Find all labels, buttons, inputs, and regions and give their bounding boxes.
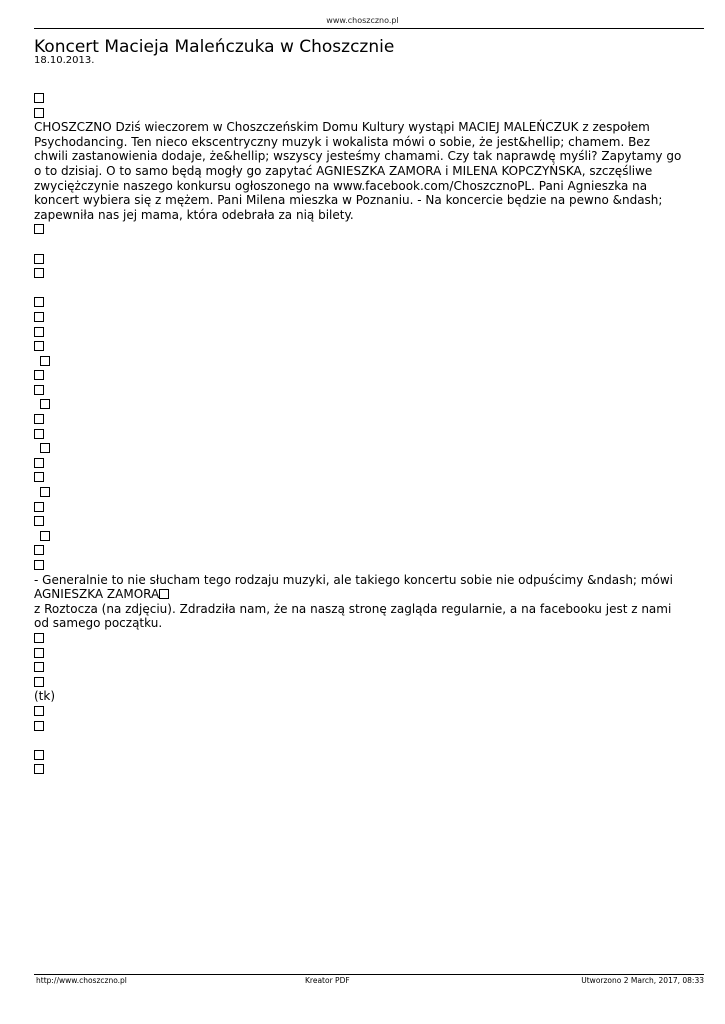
glyph-line [34, 339, 684, 354]
header-site: www.choszczno.pl [326, 16, 399, 25]
missing-glyph-icon [34, 633, 44, 643]
glyph-line [34, 266, 684, 281]
glyph-line [34, 631, 684, 646]
footer-created: Utworzono 2 March, 2017, 08:33 [581, 976, 704, 985]
missing-glyph-icon [40, 443, 50, 453]
missing-glyph-icon [34, 108, 44, 118]
glyph-line [34, 762, 684, 777]
footer-divider [34, 974, 704, 975]
glyph-line [34, 558, 684, 573]
glyph-line [34, 514, 684, 529]
glyph-line [34, 310, 684, 325]
missing-glyph-icon [34, 254, 44, 264]
glyph-line [34, 543, 684, 558]
glyph-line [34, 470, 684, 485]
missing-glyph-icon [34, 370, 44, 380]
article-date: 18.10.2013. [34, 55, 95, 66]
missing-glyph-icon [34, 312, 44, 322]
missing-glyph-icon [34, 764, 44, 774]
footer-url[interactable]: http://www.choszczno.pl [36, 976, 127, 985]
glyph-line [34, 412, 684, 427]
glyph-line [34, 441, 684, 456]
missing-glyph-icon [34, 93, 44, 103]
glyph-line [34, 252, 684, 267]
article-body [34, 91, 684, 777]
glyph-line [34, 427, 684, 442]
glyph-line [34, 354, 684, 369]
quote-text: - Generalnie to nie słucham tego rodzaju muzyki, ale takiego koncertu sobie nie odpuścimy &ndash; mówi AGNIESZKA ZAMORA [34, 572, 673, 602]
header-divider [34, 28, 704, 29]
glyph-line [34, 500, 684, 515]
missing-glyph-icon [34, 297, 44, 307]
missing-glyph-icon [34, 458, 44, 468]
glyph-line [34, 529, 684, 544]
missing-glyph-icon [34, 341, 44, 351]
glyph-line [34, 397, 684, 412]
footer-generator: Kreator PDF [305, 976, 350, 985]
paragraph-continuation: z Roztocza (na zdjęciu). Zdradziła nam, że na naszą stronę zagląda regularnie, a na facebooku jest z nami od samego początku. [34, 601, 672, 631]
missing-glyph-icon [40, 531, 50, 541]
glyph-line [34, 222, 684, 237]
glyph-line [34, 646, 684, 661]
missing-glyph-icon [34, 545, 44, 555]
glyph-line [34, 704, 684, 719]
missing-glyph-icon [34, 224, 44, 234]
glyph-line [34, 91, 684, 106]
missing-glyph-icon [34, 677, 44, 687]
missing-glyph-icon [34, 662, 44, 672]
missing-glyph-icon [34, 706, 44, 716]
missing-glyph-icon [34, 648, 44, 658]
paragraph-quote [34, 573, 684, 602]
glyph-line [34, 368, 684, 383]
missing-glyph-icon [34, 560, 44, 570]
missing-glyph-icon [34, 429, 44, 439]
missing-glyph-icon [34, 268, 44, 278]
glyph-line [34, 719, 684, 734]
article-title: Koncert Macieja Maleńczuka w Choszcznie [34, 37, 395, 57]
glyph-line [34, 383, 684, 398]
glyph-line [34, 325, 684, 340]
missing-glyph-icon [34, 385, 44, 395]
blank-line [34, 237, 684, 252]
glyph-line [34, 106, 684, 121]
missing-glyph-icon [34, 472, 44, 482]
missing-glyph-icon [159, 589, 169, 599]
missing-glyph-icon [40, 487, 50, 497]
glyph-line [34, 295, 684, 310]
missing-glyph-icon [34, 327, 44, 337]
missing-glyph-icon [34, 750, 44, 760]
paragraph-intro: CHOSZCZNO Dziś wieczorem w Choszczeńskim Domu Kultury wystąpi MACIEJ MALEŃCZUK z zespołem Psychodancing. Ten nieco ekscentryczny muzyk i wokalista mówi o sobie, że jest&hellip; chamem. Bez chwili zastanowienia dodaje, że&hellip; wszyscy jesteśmy chamami. Czy tak naprawdę myśli? Zapytamy go o to dzisiaj. O to samo będą mogły go zapytać AGNIESZKA ZAMORA i MILENA KOPCZYŃSKA, szczęśliwe zwyciężczynie naszego konkursu ogłoszonego na www.facebook.com/ChoszcznoPL. Pani Agnieszka na koncert wybiera się z mężem. Pani Milena mieszka w Poznaniu. - Na koncercie będzie na pewno &ndash; zapewniła nas jej mama, która odebrała za nią bilety. [34, 120, 682, 222]
blank-line [34, 733, 684, 748]
glyph-line [34, 748, 684, 763]
glyph-line [34, 485, 684, 500]
missing-glyph-icon [34, 414, 44, 424]
missing-glyph-icon [40, 399, 50, 409]
blank-line [34, 281, 684, 296]
glyph-line [34, 675, 684, 690]
missing-glyph-icon [34, 721, 44, 731]
missing-glyph-icon [40, 356, 50, 366]
missing-glyph-icon [34, 502, 44, 512]
glyph-line [34, 456, 684, 471]
missing-glyph-icon [34, 516, 44, 526]
glyph-line [34, 660, 684, 675]
signature: (tk) [34, 689, 56, 704]
